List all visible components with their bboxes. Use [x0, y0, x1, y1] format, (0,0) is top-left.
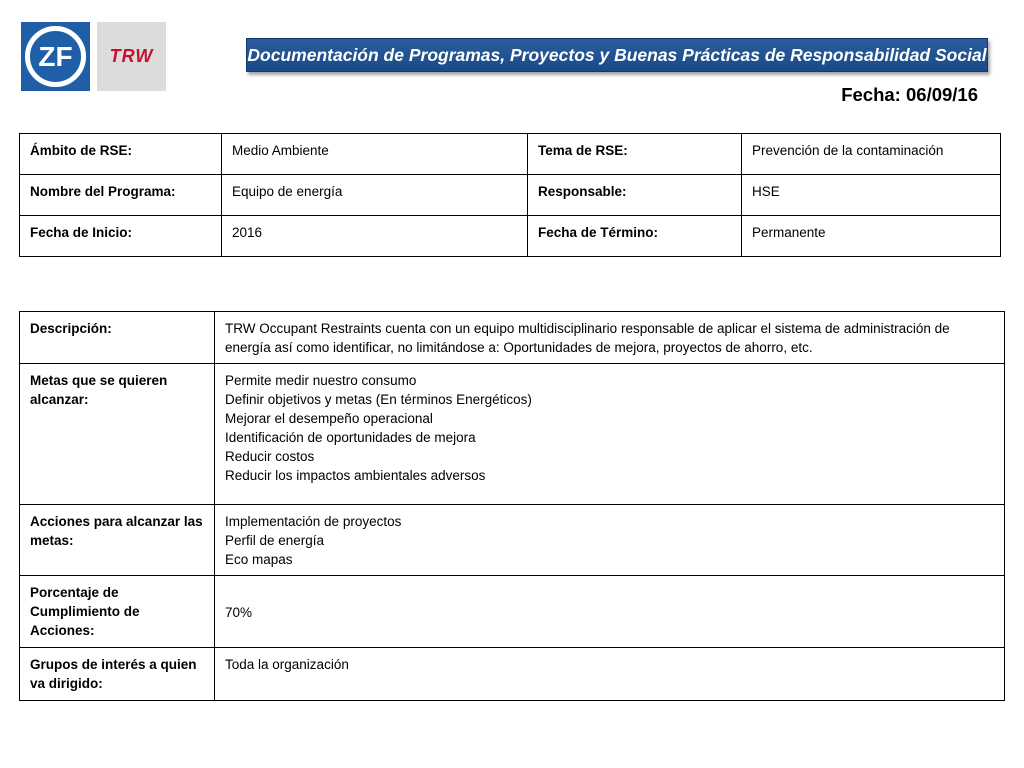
table-row: [20, 312, 1005, 364]
inicio-label: Fecha de Inicio:: [20, 216, 222, 257]
grupos-value: Toda la organización: [215, 648, 1005, 701]
zf-logo-text: ZF: [38, 41, 73, 72]
inicio-value: 2016: [222, 216, 528, 257]
metas-value: [215, 364, 1005, 505]
trw-logo: [97, 22, 166, 91]
zf-logo-mark: [21, 22, 90, 91]
porcentaje-value: 70%: [215, 576, 1005, 648]
table-row: [20, 175, 1001, 216]
list-item: Reducir los impactos ambientales adversos: [225, 468, 486, 483]
table-row: [20, 134, 1001, 175]
programa-value: Equipo de energía: [222, 175, 528, 216]
list-item: Definir objetivos y metas (En términos Energéticos): [225, 392, 532, 407]
table-row: [20, 505, 1005, 576]
table-row: [20, 364, 1005, 505]
descripcion-label: Descripción:: [20, 312, 215, 364]
zf-logo: [21, 22, 90, 91]
acciones-value: [215, 505, 1005, 576]
list-item: Reducir costos: [225, 449, 315, 464]
ambito-label: Ámbito de RSE:: [20, 134, 222, 175]
responsable-label: Responsable:: [528, 175, 742, 216]
document-date: Fecha: 06/09/16: [841, 84, 978, 105]
page-title: Documentación de Programas, Proyectos y Buenas Prácticas de Responsabilidad Social: [246, 38, 988, 72]
ambito-value: Medio Ambiente: [222, 134, 528, 175]
program-details-table: [19, 311, 1005, 701]
list-item: Perfil de energía: [225, 533, 325, 548]
list-item: Identificación de oportunidades de mejora: [225, 430, 476, 445]
programa-label: Nombre del Programa:: [20, 175, 222, 216]
list-item: Eco mapas: [225, 552, 293, 567]
descripcion-value: TRW Occupant Restraints cuenta con un equipo multidisciplinario responsable de aplicar el sistema de administración de energía así como identificar, no limitándose a: Oportunidades de mejora, proyectos de ahorro, etc.: [215, 312, 1005, 364]
termino-label: Fecha de Término:: [528, 216, 742, 257]
trw-logo-text: TRW: [109, 46, 154, 66]
metas-label: Metas que se quieren alcanzar:: [20, 364, 215, 505]
program-info-table: [19, 133, 1001, 257]
tema-value: Prevención de la contaminación: [742, 134, 1001, 175]
list-item: Mejorar el desempeño operacional: [225, 411, 433, 426]
list-item: Implementación de proyectos: [225, 514, 402, 529]
tema-label: Tema de RSE:: [528, 134, 742, 175]
responsable-value: HSE: [742, 175, 1001, 216]
table-row: [20, 648, 1005, 701]
table-row: [20, 576, 1005, 648]
acciones-label: Acciones para alcanzar las metas:: [20, 505, 215, 576]
grupos-label: Grupos de interés a quien va dirigido:: [20, 648, 215, 701]
list-item: Permite medir nuestro consumo: [225, 373, 417, 388]
table-row: [20, 216, 1001, 257]
porcentaje-label: Porcentaje de Cumplimiento de Acciones:: [20, 576, 215, 648]
termino-value: Permanente: [742, 216, 1001, 257]
